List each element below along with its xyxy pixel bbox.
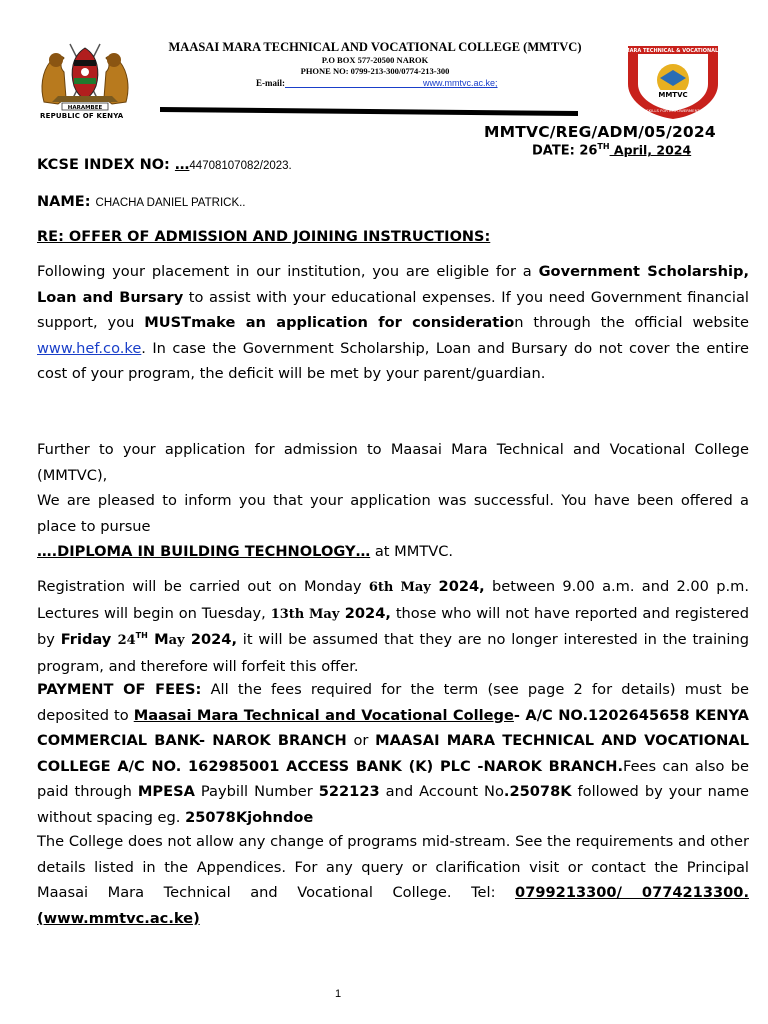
program-name: ….DIPLOMA IN BUILDING TECHNOLOGY… [37, 543, 371, 560]
p4-text-4: it will be assumed that they are no longer interested in the training program, and therefore will forfeit this offer. [37, 631, 749, 675]
p4-year-3: 2024, [184, 631, 237, 648]
index-prefix: … [174, 157, 190, 173]
re-heading: RE: OFFER OF ADMISSION AND JOINING INSTRUCTIONS: [37, 229, 491, 245]
p6-phones: 0799213300/ 0774213300. [515, 884, 749, 901]
p1-text-3: n through the official website [514, 314, 750, 331]
program-trailer: at MMTVC. [370, 543, 454, 560]
p1-text-2: to assist with your educational expenses. If you need Government financial support, you [37, 288, 749, 331]
logo-center-text: MMTVC [658, 91, 688, 99]
p5-text-2: or [346, 732, 376, 749]
p4-month-rest: ay [168, 633, 185, 648]
page-number: 1 [335, 988, 342, 1000]
paragraph-success: We are pleased to inform you that your application was successful. You have been offered a place to pursue [37, 492, 749, 535]
p4-date-3: 24 [117, 633, 136, 648]
index-value: 44708107082/2023 [189, 160, 289, 172]
paragraph-scholarship [37, 259, 749, 387]
p5-mpesa: MPESA [137, 783, 195, 800]
paragraph-registration [37, 574, 749, 679]
p4-date-3-sup: TH [135, 631, 148, 641]
fees-heading: PAYMENT OF FEES: [37, 681, 202, 698]
p5-paybill: 522123 [318, 783, 380, 800]
name-label: NAME: [37, 194, 96, 210]
date-rest: April, 2024 [609, 142, 692, 158]
p4-friday: Friday [60, 631, 118, 648]
email-row [256, 78, 498, 88]
mmtvc-logo [600, 40, 746, 120]
email-blank-line [285, 78, 423, 88]
college-po-box: P.O BOX 577-20500 NAROK [321, 55, 429, 65]
p1-text-4: . In case the Government Scholarship, Loan and Bursary do not cover the entire cost of your program, the deficit will be met by your parent/guardian. [37, 339, 749, 382]
program-line [37, 539, 749, 565]
p4-text-1: Registration will be carried out on Monday [37, 578, 369, 595]
p6-text-1: The College does not allow any change of programs mid-stream. See the requirements and other details listed in the Appendices. For any query or clarification visit or contact the Principal Maasai Mara Technical and Vocational College. Tel: [37, 833, 749, 901]
name-field [37, 194, 246, 210]
republic-caption: REPUBLIC OF KENYA [40, 112, 124, 120]
date-label: DATE: 26 [532, 143, 598, 159]
p4-text-3: those who will not have reported and registered by [37, 604, 749, 648]
p1-bold-2: MUSTmake an application for consideratio [144, 314, 515, 331]
p5-text-1: All the fees required for the term (see page 2 for details) must be deposited to [37, 681, 749, 724]
p5-text-3: Fees can also be paid through [37, 757, 749, 800]
p5-account-no: .25078K [503, 783, 572, 800]
date-sup: TH [597, 142, 610, 151]
email-label: E-mail: [256, 78, 285, 88]
p4-year-2: 2024, [339, 604, 391, 622]
paragraph-contact [37, 829, 749, 931]
paragraph-application: Further to your application for admission to Maasai Mara Technical and Vocational College (MMTVC), [37, 441, 749, 484]
college-name: MAASAI MARA TECHNICAL AND VOCATIONAL COLLEGE (MMTVC) [168, 40, 582, 54]
name-value: CHACHA DANIEL PATRICK.. [95, 197, 246, 209]
letter-date [532, 142, 691, 158]
index-label: KCSE INDEX NO: [37, 157, 175, 173]
website-link[interactable]: www.mmtvc.ac.ke [423, 78, 496, 88]
coat-scroll-text: HARAMBEE [67, 105, 103, 111]
p5-kcb-account: - A/C NO.1202645658 KENYA COMMERCIAL BANK- NAROK BRANCH [37, 706, 749, 749]
index-trailer: . [288, 160, 292, 172]
p4-date-1: 6th May [368, 580, 431, 595]
p4-date-2: 13th May [270, 606, 340, 622]
logo-motto: SKILLS FOR EMPOWERMENT [646, 108, 700, 113]
paragraph-fees [37, 677, 749, 830]
kenya-coat-of-arms [38, 38, 132, 112]
p4-text-2: between 9.00 a.m. and 2.00 p.m. Lectures will begin on Tuesday, [37, 578, 749, 622]
p5-example: 25078Kjohndoe [185, 808, 314, 826]
p4-year-1: 2024, [430, 578, 485, 595]
p4-month-initial: M [147, 631, 169, 648]
p6-website: (www.mmtvc.ac.ke) [37, 909, 200, 927]
p5-text-4: Paybill Number [194, 783, 319, 800]
p1-bold-1: Government Scholarship, Loan and Bursary [37, 263, 749, 306]
p5-text-6: followed by your name without spacing eg. [37, 783, 749, 826]
letterhead-rule [160, 103, 580, 122]
p1-text-1: Following your placement in our institution, you are eligible for a [37, 263, 539, 280]
email-trailer: ; [495, 78, 498, 88]
college-phone: PHONE NO: 0799-213-300/0774-213-300 [300, 66, 450, 76]
logo-arc-text: MAASAI MARA TECHNICAL & VOCATIONAL COLLEGE [600, 48, 746, 54]
p5-college-account: Maasai Mara Technical and Vocational College [133, 706, 514, 724]
hef-link[interactable]: www.hef.co.ke [37, 339, 142, 357]
kcse-index-field [37, 157, 292, 173]
p5-text-5: and Account No [379, 783, 504, 800]
p5-access-account: MAASAI MARA TECHNICAL AND VOCATIONAL COLLEGE A/C NO. 162985001 ACCESS BANK (K) PLC -NAROK BRANCH. [37, 732, 749, 775]
reference-number: MMTVC/REG/ADM/05/2024 [484, 123, 716, 141]
